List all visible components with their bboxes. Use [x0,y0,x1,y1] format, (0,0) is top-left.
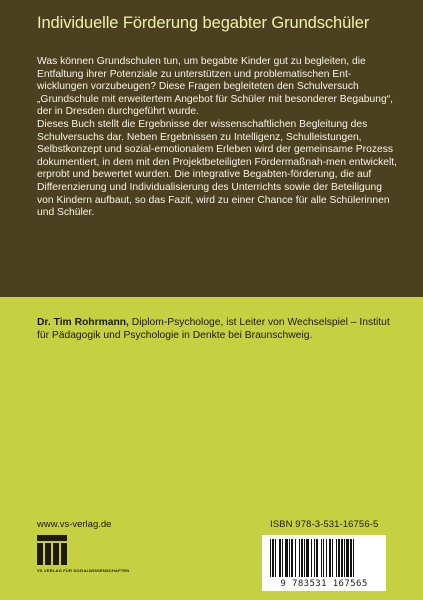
vs-logo-icon [37,535,67,565]
author-description: Diplom-Psychologe, ist Leiter von Wechselspiel – Institut für Pädagogik und Psychologie in Denkte bei Braunschweig. [37,317,390,342]
barcode-bar [344,539,345,577]
barcode-bar [311,539,312,577]
book-title: Individuelle Förderung begabter Grundschüler [37,14,370,32]
publisher-logo [37,535,167,575]
barcode-bar [350,539,352,577]
barcode-bar [323,539,324,577]
blurb-text [37,56,397,220]
barcode-bar [279,539,281,577]
barcode-bar [314,539,315,577]
barcode-bar [332,539,333,577]
info-panel [0,297,423,600]
barcode-bar [321,539,322,577]
barcode-bar [289,539,290,577]
author-name: Dr. Tim Rohrmann, [37,317,129,328]
blurb-paragraph: Dieses Buch stellt die Ergebnisse der wissenschaftlichen Begleitung des Schulversuchs dar. Neben Ergebnissen zu Intelligenz, Schulleistungen, Selbstkonzept und sozial-emotionalem Erleben wird der gemeinsame Prozess dokumentiert, in dem mit den Projektbeteiligten Fördermaßnah-men entwickelt, erprobt und bewertet wurden. Die integrative Begabten-förderung, die auf Differenzierung und Individualisierung des Unterrichts sowie der Beteiligung von Kindern aufbaut, so das Fazit, wird zu einer Chance für alle Schülerinnen und Schüler. [37,118,397,219]
barcode-bar [341,539,343,577]
barcode-bar [306,539,309,577]
barcode-bar [353,539,354,577]
barcode [262,535,386,591]
barcode-bar [270,539,271,577]
barcode-bar [316,539,318,577]
publisher-url[interactable]: www.vs-verlag.de [37,519,112,530]
barcode-bar [329,539,331,577]
author-bio [37,316,397,342]
barcode-bar [338,539,340,577]
barcode-bar [304,539,305,577]
blurb-paragraph: Was können Grundschulen tun, um begabte Kinder gut zu begleiten, die Entfaltung ihrer Potenziale zu unterstützen und problematischen Ent-wicklungen vorzubeugen? Diese Fragen begleiteten den Schulversuch „Grundschule mit erweitertem Angebot für Schüler mit besonderer Begabung“, der in Dresden durchgeführt wurde. [37,56,393,118]
barcode-bar [299,539,300,577]
barcode-bar [285,539,288,577]
barcode-bar [272,539,274,577]
barcode-digits: 9 783531 167565 [280,579,368,589]
barcode-icon [270,539,378,579]
barcode-bar [291,539,293,577]
barcode-bar [346,539,349,577]
barcode-bar [336,539,337,577]
blurb-panel [0,0,423,297]
barcode-bar [275,539,276,577]
barcode-bar [326,539,327,577]
barcode-bar [282,539,283,577]
barcode-bar [301,539,303,577]
isbn-label: ISBN 978-3-531-16756-5 [270,519,379,530]
publisher-tagline: VS VERLAG FÜR SOZIALWISSENSCHAFTEN [37,568,130,573]
barcode-bar [295,539,296,577]
